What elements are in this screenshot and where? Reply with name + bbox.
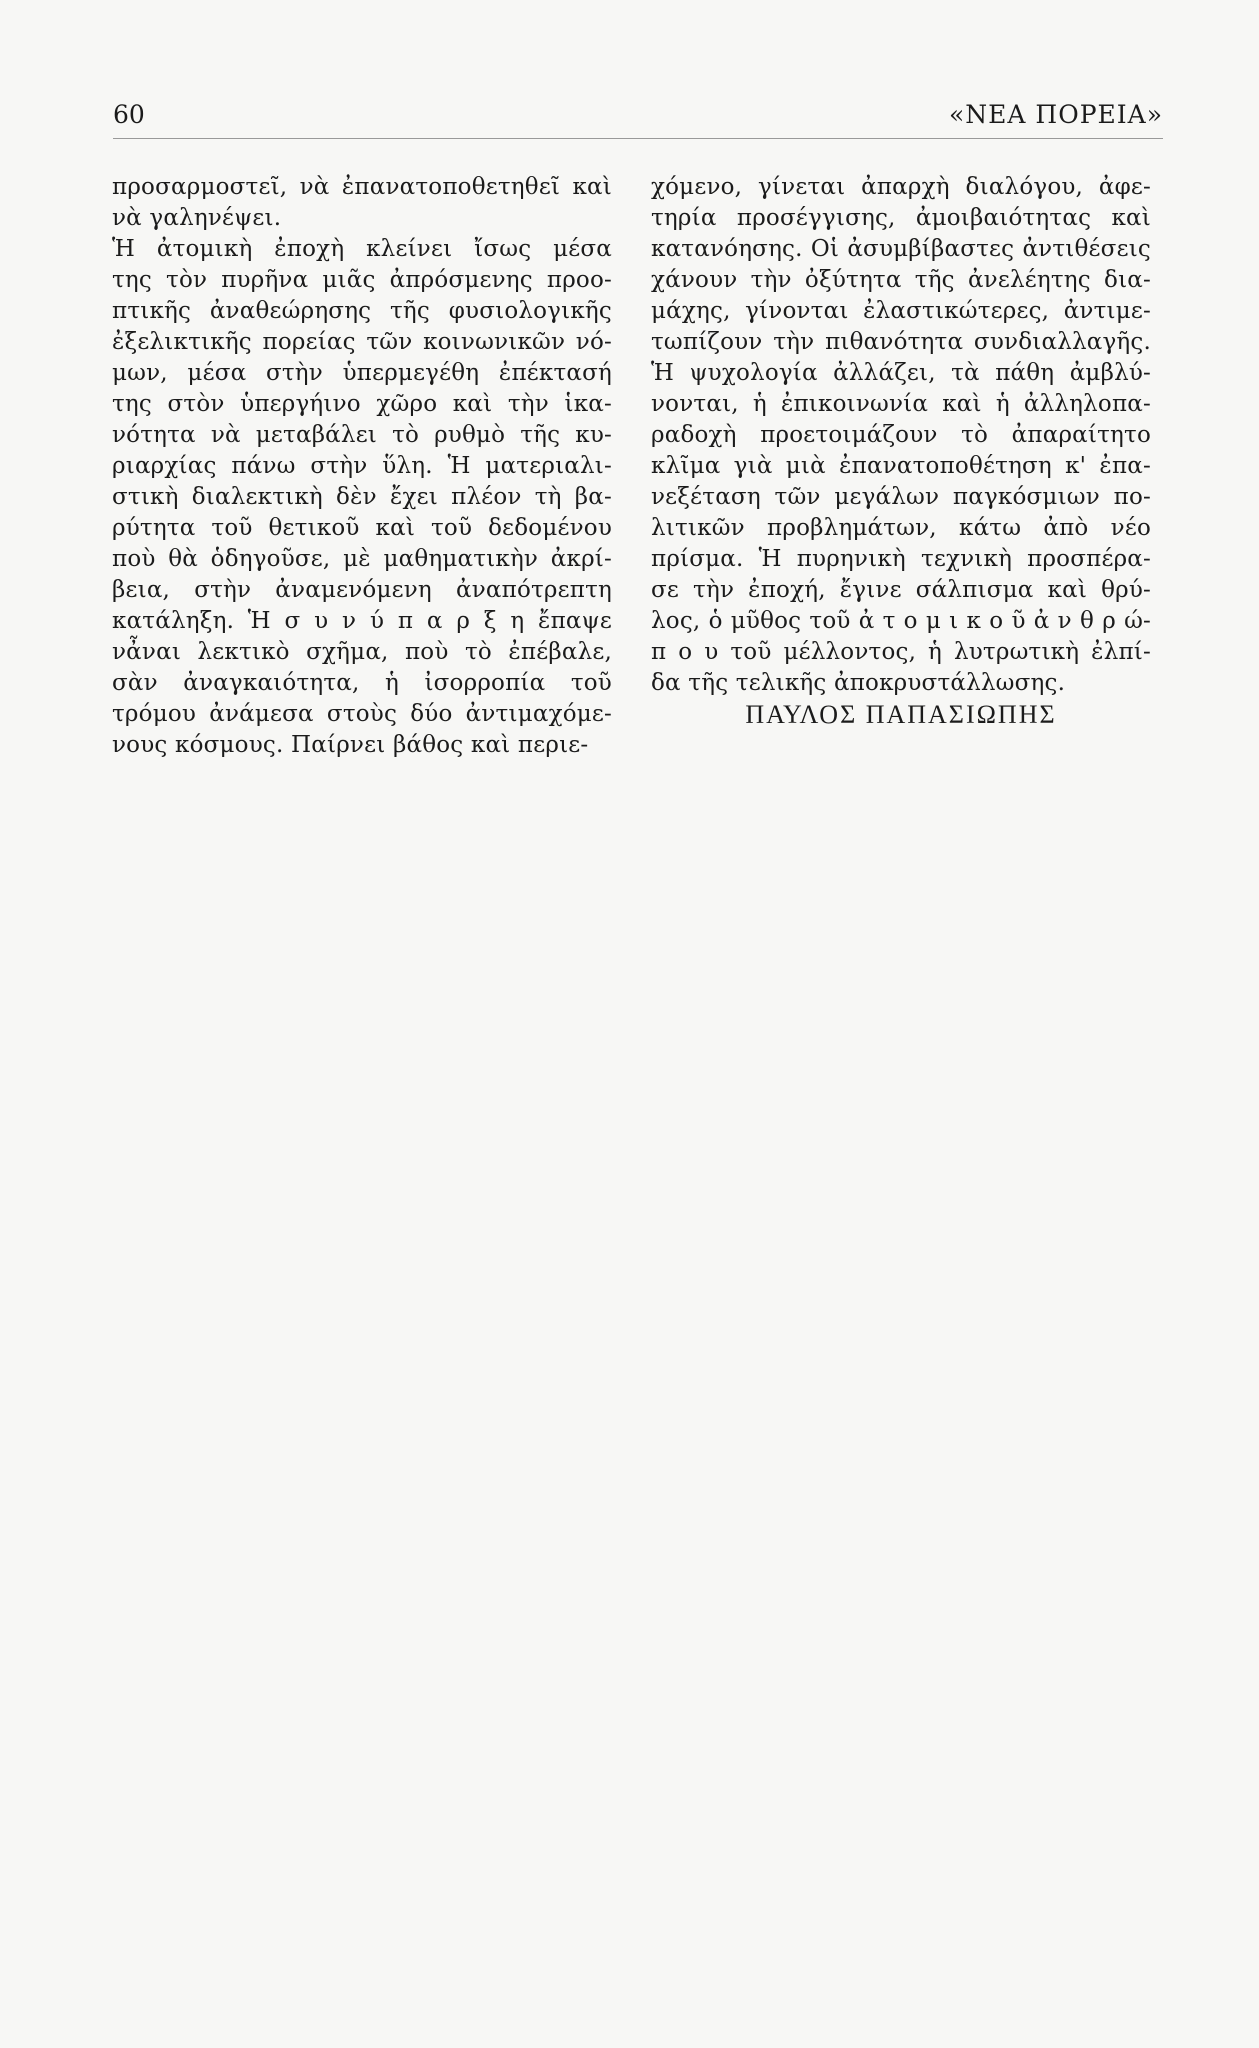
text-line: Ἡ ἀτομικὴ ἐποχὴ κλείνει ἴσως μέσα bbox=[112, 236, 612, 262]
running-title: «ΝΕΑ ΠΟΡΕΙΑ» bbox=[948, 100, 1163, 129]
text-line: μάχης, γίνονται ἐλαστικώτερες, ἀντιμε- bbox=[651, 298, 1151, 324]
text-line: τωπίζουν τὴν πιθανότητα συνδιαλλαγῆς. bbox=[651, 329, 1151, 355]
text-line: κλῖμα γιὰ μιὰ ἐπανατοποθέτηση κ' ἐπα- bbox=[651, 453, 1151, 479]
text-line: χάνουν τὴν ὀξύτητα τῆς ἀνελέητης δια- bbox=[651, 267, 1151, 293]
text-line: ραδοχὴ προετοιμάζουν τὸ ἀπαραίτητο bbox=[651, 422, 1151, 448]
author-signature: ΠΑΥΛΟΣ ΠΑΠΑΣΙΩΠΗΣ bbox=[745, 700, 1057, 729]
text-line: ρύτητα τοῦ θετικοῦ καὶ τοῦ δεδομένου bbox=[112, 515, 612, 541]
text-line: ριαρχίας πάνω στὴν ὕλη. Ἡ ματεριαλι- bbox=[112, 453, 612, 479]
right-text-column bbox=[651, 172, 1151, 699]
text-line: νεξέταση τῶν μεγάλων παγκόσμιων πο- bbox=[651, 484, 1151, 510]
text-line: π ο υ τοῦ μέλλοντος, ἡ λυτρωτικὴ ἐλπί- bbox=[651, 639, 1151, 665]
text-line: σὰν ἀναγκαιότητα, ἡ ἰσορροπία τοῦ bbox=[112, 670, 612, 696]
header-rule bbox=[113, 138, 1163, 139]
text-line: κατανόησης. Οἱ ἀσυμβίβαστες ἀντιθέσεις bbox=[651, 236, 1151, 262]
text-line: της στὸν ὑπεργήινο χῶρο καὶ τὴν ἱκα- bbox=[112, 391, 612, 417]
text-line: Ἡ ψυχολογία ἀλλάζει, τὰ πάθη ἀμβλύ- bbox=[651, 360, 1151, 386]
text-line: ποὺ θὰ ὁδηγοῦσε, μὲ μαθηματικὴν ἀκρί- bbox=[112, 546, 612, 572]
text-line: κατάληξη. Ἡ σ υ ν ύ π α ρ ξ η ἔπαψε bbox=[112, 608, 612, 634]
page-header bbox=[113, 100, 1163, 140]
text-line: δα τῆς τελικῆς ἀποκρυστάλλωσης. bbox=[651, 670, 1066, 696]
text-line: ἐξελικτικῆς πορείας τῶν κοινωνικῶν νό- bbox=[112, 329, 612, 355]
text-line: νους κόσμους. Παίρνει βάθος καὶ περιε- bbox=[112, 732, 589, 758]
text-line: τηρία προσέγγισης, ἀμοιβαιότητας καὶ bbox=[651, 205, 1151, 231]
text-line: πτικῆς ἀναθεώρησης τῆς φυσιολογικῆς bbox=[112, 298, 612, 324]
page-number: 60 bbox=[113, 100, 145, 129]
text-line: μων, μέσα στὴν ὑπερμεγέθη ἐπέκτασή bbox=[112, 360, 612, 386]
text-line: νονται, ἡ ἐπικοινωνία καὶ ἡ ἀλληλοπα- bbox=[651, 391, 1151, 417]
text-line: στικὴ διαλεκτικὴ δὲν ἔχει πλέον τὴ βα- bbox=[112, 484, 612, 510]
text-line: νἆναι λεκτικὸ σχῆμα, ποὺ τὸ ἐπέβαλε, bbox=[112, 639, 612, 665]
left-text-column bbox=[112, 172, 612, 761]
text-line: πρίσμα. Ἡ πυρηνικὴ τεχνικὴ προσπέρα- bbox=[651, 546, 1151, 572]
text-line: λιτικῶν προβλημάτων, κάτω ἀπὸ νέο bbox=[651, 515, 1151, 541]
text-line: σε τὴν ἐποχή, ἔγινε σάλπισμα καὶ θρύ- bbox=[651, 577, 1151, 603]
text-line: νὰ γαληνέψει. bbox=[112, 205, 282, 231]
text-line: λος, ὁ μῦθος τοῦ ἀ τ ο μ ι κ ο ῦ ἀ ν θ ρ ώ- bbox=[651, 608, 1151, 634]
text-line: τρόμου ἀνάμεσα στοὺς δύο ἀντιμαχόμε- bbox=[112, 701, 612, 727]
text-line: χόμενο, γίνεται ἀπαρχὴ διαλόγου, ἀφε- bbox=[651, 174, 1151, 200]
text-line: βεια, στὴν ἀναμενόμενη ἀναπότρεπτη bbox=[112, 577, 612, 603]
text-line: της τὸν πυρῆνα μιᾶς ἀπρόσμενης προο- bbox=[112, 267, 612, 293]
text-line: προσαρμοστεῖ, νὰ ἐπανατοποθετηθεῖ καὶ bbox=[112, 174, 612, 200]
text-line: νότητα νὰ μεταβάλει τὸ ρυθμὸ τῆς κυ- bbox=[112, 422, 612, 448]
